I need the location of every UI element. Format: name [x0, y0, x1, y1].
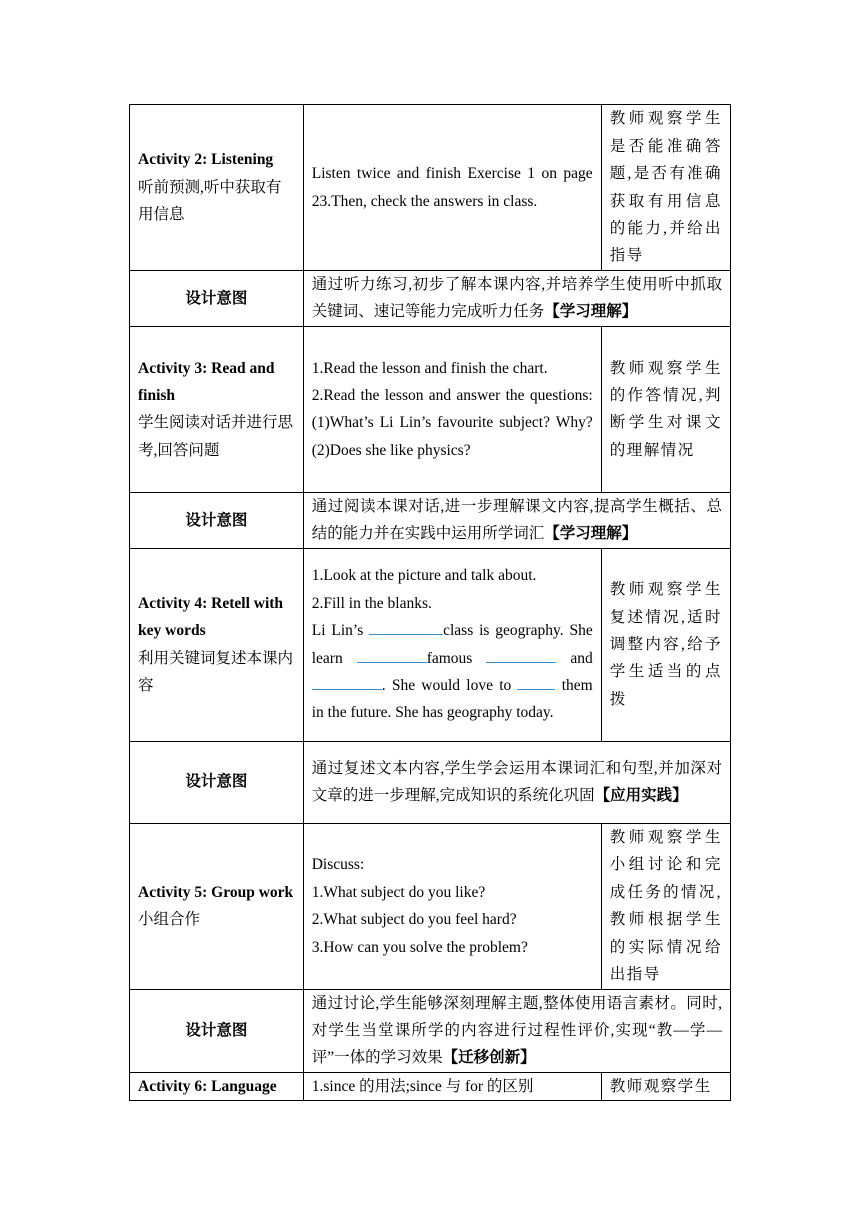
intent-text-cell	[303, 989, 730, 1072]
table-row	[130, 1072, 731, 1100]
table-row	[130, 548, 731, 741]
intent-text-cell	[303, 492, 730, 548]
activity-subtitle: 利用关键词复述本课内容	[138, 649, 294, 695]
content-line: 1.since 的用法;since 与 for 的区别	[311, 1077, 534, 1095]
blank-line[interactable]	[369, 618, 443, 635]
evaluation-cell: 教师观察学生是否能准确答题,是否有准确获取有用信息的能力,并给出指导	[601, 105, 730, 271]
table-row	[130, 271, 731, 327]
content-line: 2.Fill in the blanks.	[311, 594, 432, 612]
intent-text: 通过讨论,学生能够深刻理解主题,整体使用语言素材。同时,对学生当堂课所学的内容进行过程性评价,实现“教—学—评”一体的学习效果	[311, 994, 722, 1067]
fill-text: . She would love to	[381, 677, 512, 695]
fill-in-paragraph	[312, 617, 593, 727]
intent-label: 设计意图	[130, 271, 304, 327]
content-line: (1)What’s Li Lin’s favourite subject? Why?	[311, 414, 593, 432]
content-cell	[303, 105, 601, 271]
fill-text: them in the future. She has geography today.	[311, 677, 593, 722]
content-cell	[303, 1072, 601, 1100]
evaluation-cell: 教师观察学生小组讨论和完成任务的情况,教师根据学生的实际情况给出指导	[601, 823, 730, 989]
content-cell	[303, 326, 601, 492]
activity-title: Activity 6: Language	[138, 1077, 277, 1095]
blank-line[interactable]	[312, 673, 382, 690]
table-row	[130, 105, 731, 271]
intent-text-cell	[303, 271, 730, 327]
table-row	[130, 741, 731, 823]
table-row	[130, 326, 731, 492]
evaluation-cell: 教师观察学生	[601, 1072, 730, 1100]
fill-text: Li Lin’s	[311, 622, 364, 640]
intent-text: 通过听力练习,初步了解本课内容,并培养学生使用听中抓取关键词、速记等能力完成听力任务	[311, 276, 722, 321]
activity-subtitle: 听前预测,听中获取有用信息	[138, 178, 282, 224]
activity-title: Activity 2: Listening	[138, 151, 274, 169]
content-line: Discuss:	[311, 856, 365, 874]
content-line: 2.Read the lesson and answer the questions:	[311, 386, 593, 404]
intent-tag: 【学习理解】	[544, 303, 638, 321]
activity-cell	[130, 1072, 304, 1100]
intent-text-cell	[303, 741, 730, 823]
content-line: 3.How can you solve the problem?	[311, 938, 528, 956]
content-line: 1.Look at the picture and talk about.	[311, 567, 537, 585]
blank-line[interactable]	[486, 646, 556, 663]
activity-subtitle: 小组合作	[138, 911, 201, 929]
intent-tag: 【迁移创新】	[442, 1049, 536, 1067]
evaluation-cell: 教师观察学生的作答情况,判断学生对课文的理解情况	[601, 326, 730, 492]
blank-line[interactable]	[357, 646, 427, 663]
table-row	[130, 989, 731, 1072]
content-line: 1.What subject do you like?	[311, 883, 486, 901]
fill-text: class is geography. She learn	[311, 622, 593, 667]
content-line: (2)Does she like physics?	[311, 441, 471, 459]
table-row	[130, 823, 731, 989]
content-cell	[303, 823, 601, 989]
activity-cell	[130, 548, 304, 741]
activity-cell	[130, 823, 304, 989]
activity-title: Activity 5: Group work	[138, 883, 294, 901]
content-line: 1.Read the lesson and finish the chart.	[311, 359, 548, 377]
intent-label: 设计意图	[130, 989, 304, 1072]
activity-cell	[130, 326, 304, 492]
activity-cell	[130, 105, 304, 271]
intent-tag: 【学习理解】	[544, 525, 638, 543]
intent-label: 设计意图	[130, 741, 304, 823]
intent-label: 设计意图	[130, 492, 304, 548]
blank-line[interactable]	[517, 673, 555, 690]
table-row	[130, 492, 731, 548]
lesson-plan-table	[129, 104, 731, 1101]
content-cell	[303, 548, 601, 741]
content-line: Listen twice and finish Exercise 1 on page 23.Then, check the answers in class.	[311, 165, 593, 210]
content-line: 2.What subject do you feel hard?	[311, 911, 517, 929]
activity-title: Activity 3: Read and finish	[138, 359, 275, 404]
fill-text: famous	[426, 649, 473, 667]
intent-text: 通过复述文本内容,学生学会运用本课词汇和句型,并加深对文章的进一步理解,完成知识的系统化巩固	[311, 759, 722, 805]
fill-text: and	[570, 649, 593, 667]
activity-title: Activity 4: Retell with key words	[138, 594, 284, 640]
intent-tag: 【应用实践】	[594, 787, 688, 805]
intent-text: 通过阅读本课对话,进一步理解课文内容,提高学生概括、总结的能力并在实践中运用所学词汇	[311, 497, 722, 543]
activity-subtitle: 学生阅读对话并进行思考,回答问题	[138, 414, 294, 459]
evaluation-cell: 教师观察学生复述情况,适时调整内容,给予学生适当的点拨	[601, 548, 730, 741]
